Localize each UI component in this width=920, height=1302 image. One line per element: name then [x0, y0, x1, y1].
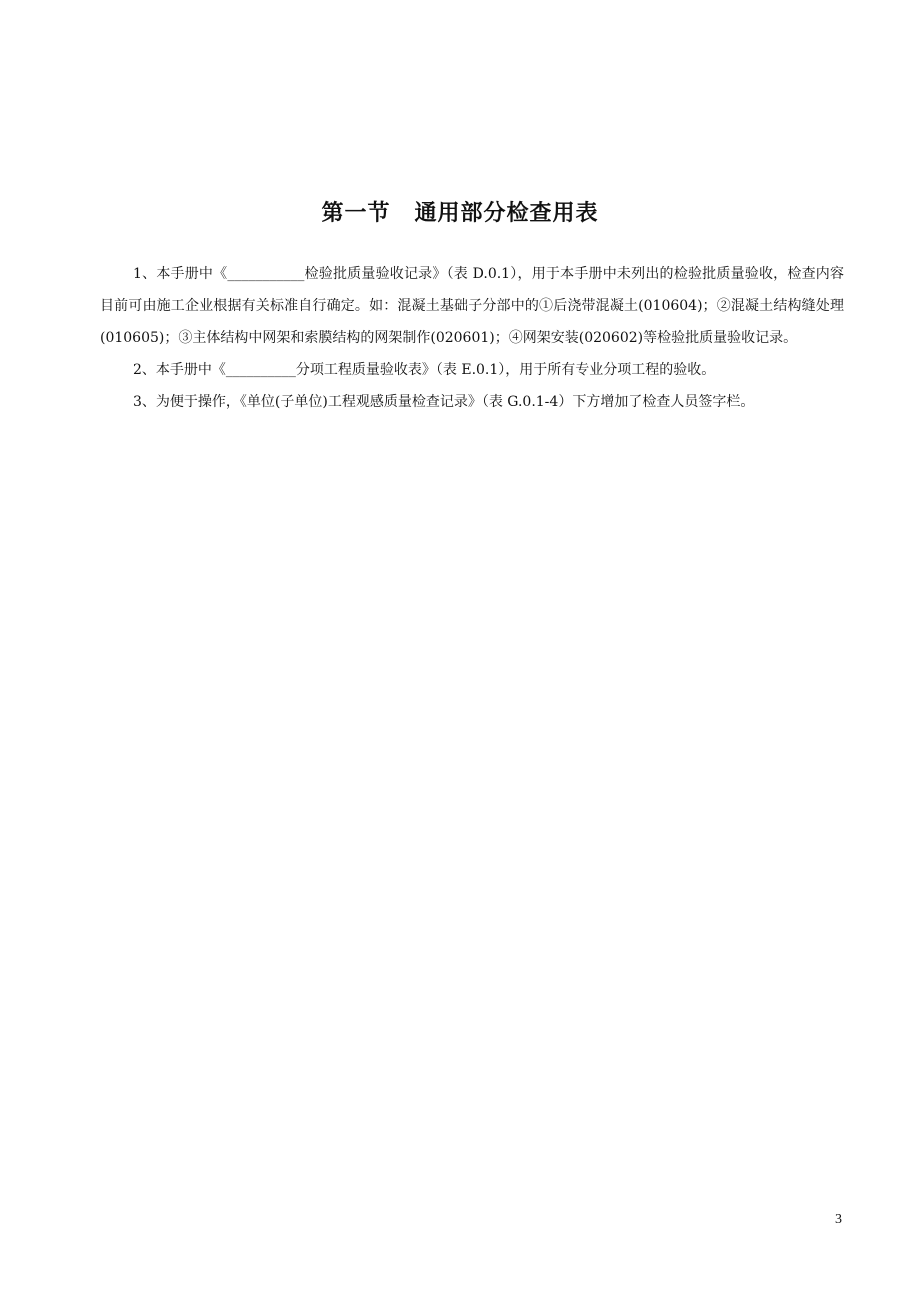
paragraph-3: 3、为便于操作，《单位(子单位)工程观感质量检查记录》（表 G.0.1-4）下方增加了检查人员签字栏。: [133, 394, 755, 410]
body-text: [100, 258, 844, 418]
page-number: 3: [835, 1212, 842, 1227]
section-title: [0, 196, 920, 227]
section-heading: 通用部分检查用表: [414, 201, 599, 226]
section-number: 第一节: [321, 201, 391, 226]
paragraph-2: 2、本手册中《__________分项工程质量验收表》（表 E.0.1），用于所有专业分项工程的验收。: [133, 362, 716, 378]
paragraph-1: 1、本手册中《___________检验批质量验收记录》（表 D.0.1），用于本手册中未列出的检验批质量验收，检查内容目前可由施工企业根据有关标准自行确定。如：混凝土基础子分部中的①后浇带混凝土(010604)；②混凝土结构缝处理(010605)；③主体结构中网架和索膜结构的网架制作(020601)；④网架安装(020602)等检验批质量验收记录。: [100, 266, 844, 346]
